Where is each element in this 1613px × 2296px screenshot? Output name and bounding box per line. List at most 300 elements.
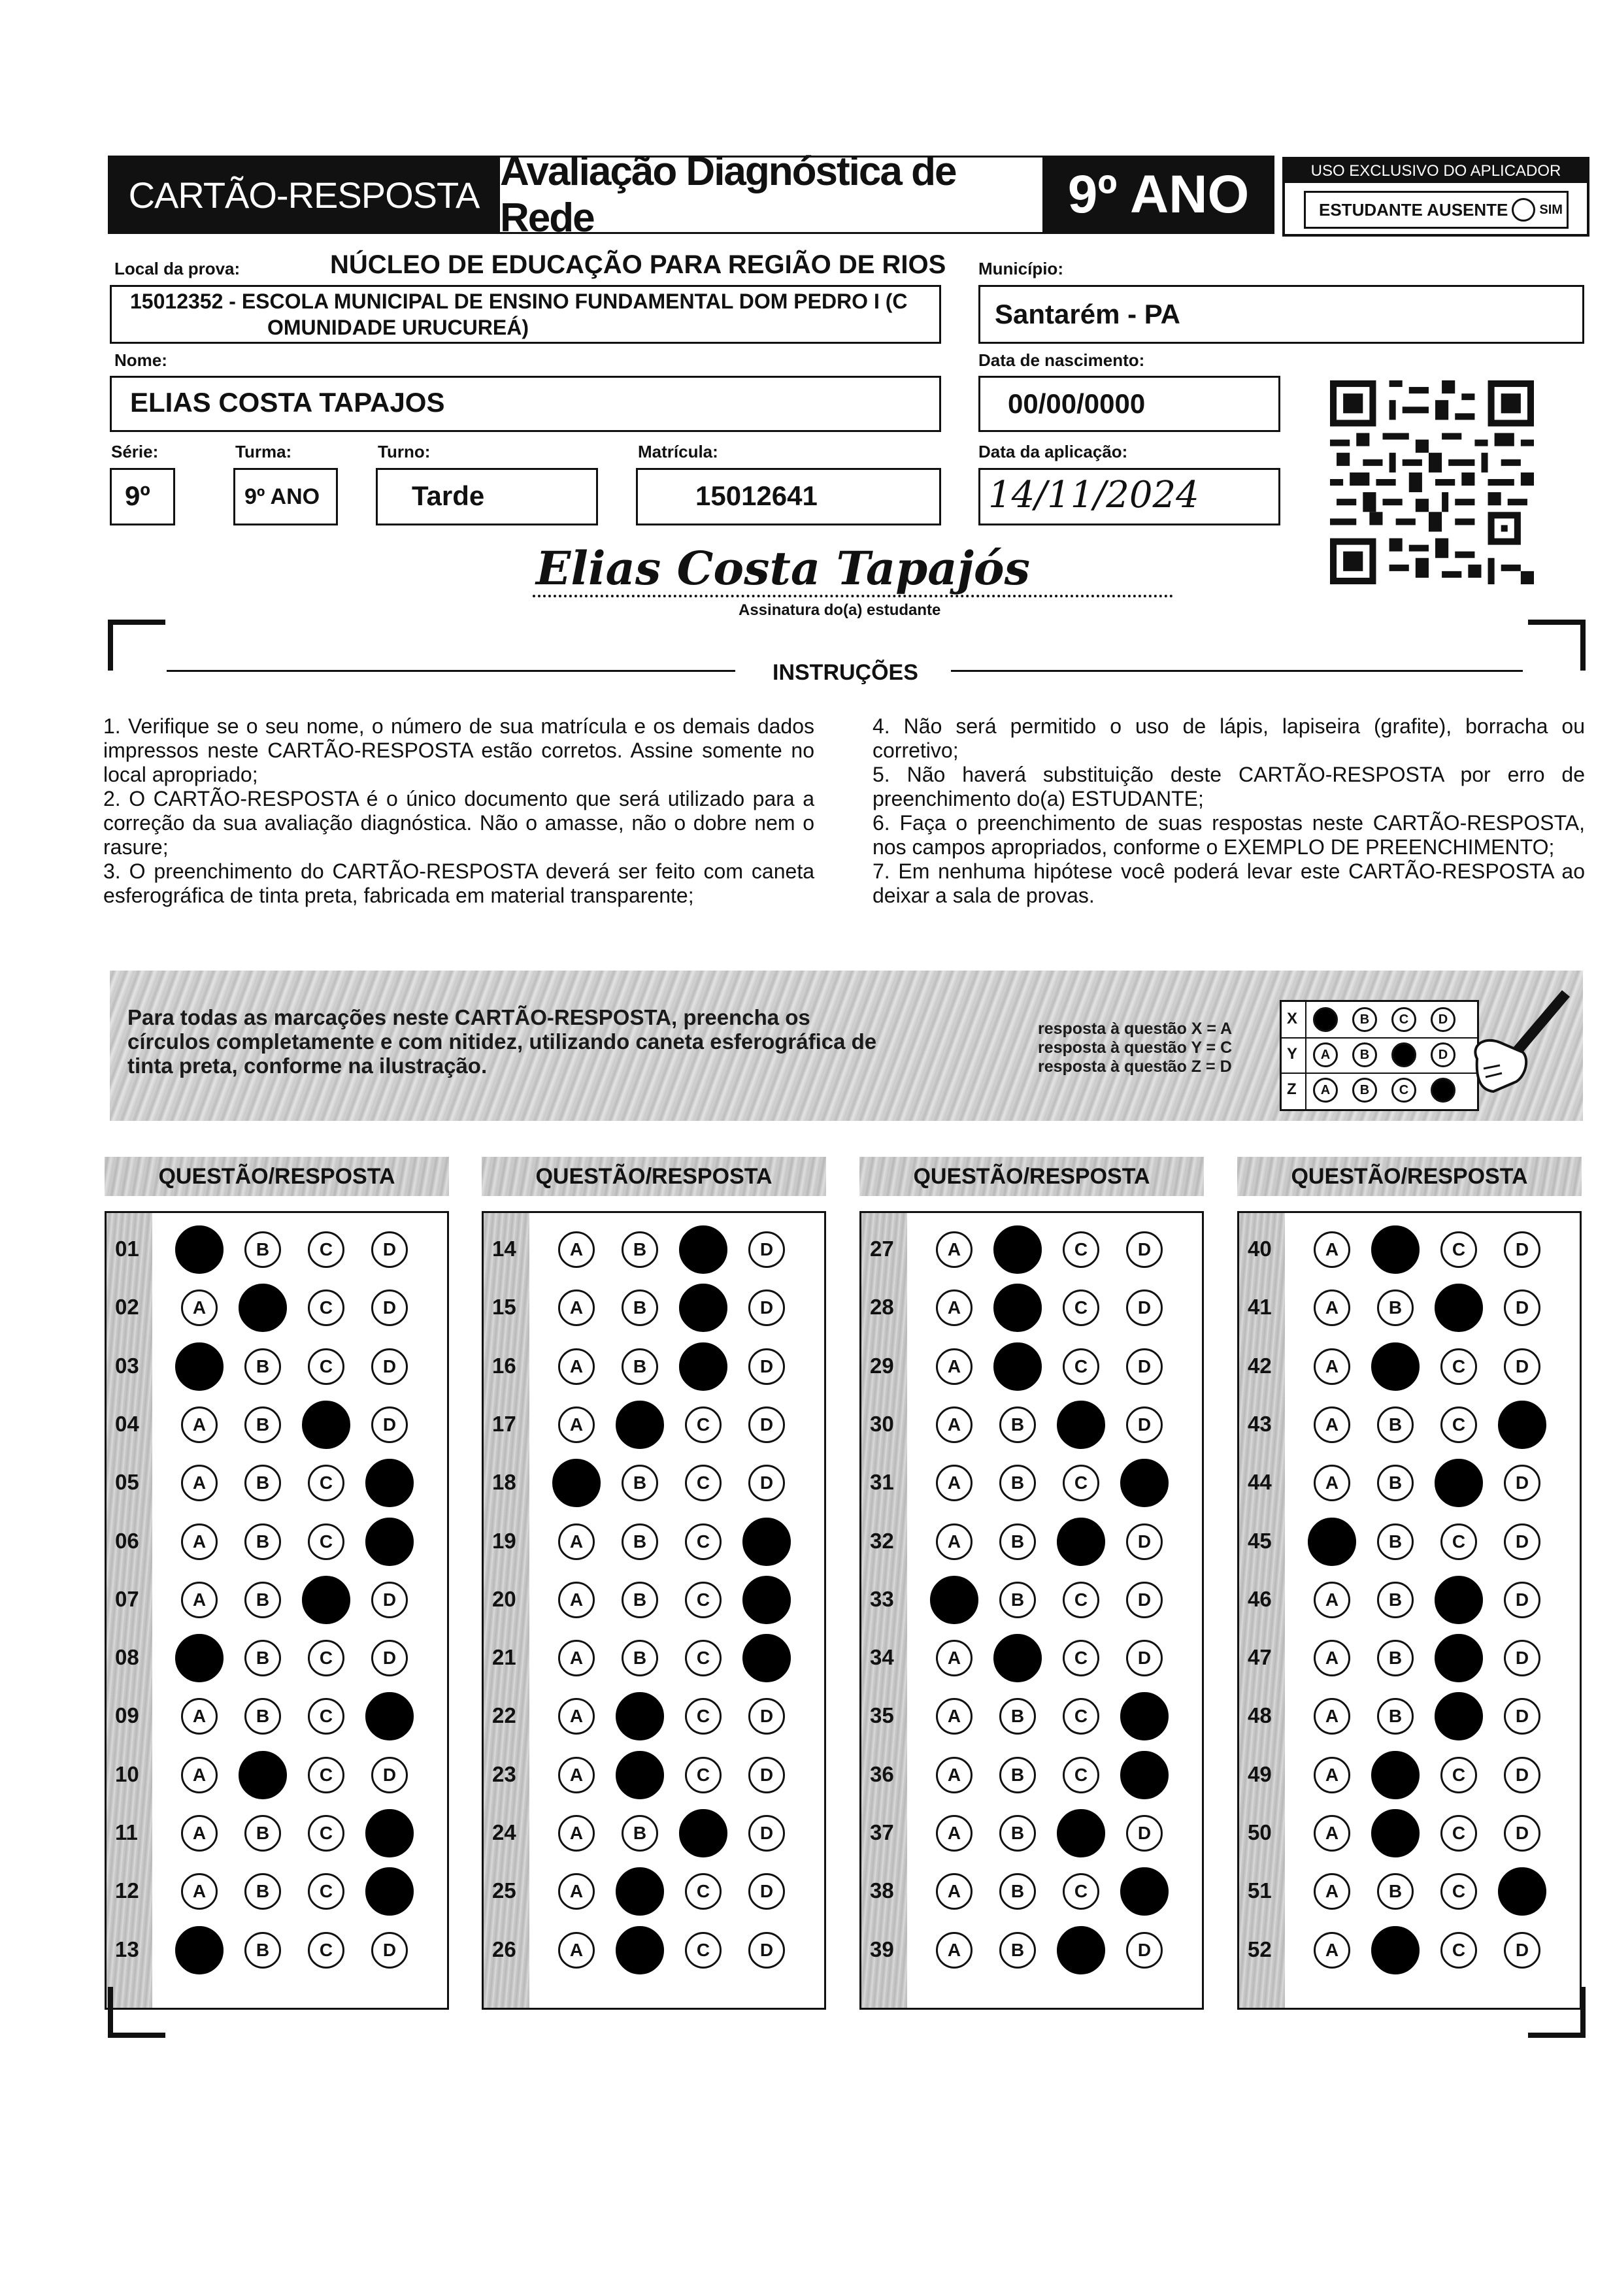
answer-bubble-q39-b[interactable]: B bbox=[999, 1932, 1036, 1969]
matricula-field bbox=[636, 468, 941, 525]
answer-bubble-q14-c[interactable] bbox=[679, 1225, 727, 1274]
question-number: 36 bbox=[870, 1761, 894, 1786]
answer-bubble-q30-b[interactable]: B bbox=[999, 1406, 1036, 1443]
signature-label: Assinatura do(a) estudante bbox=[739, 601, 941, 619]
municipio-value: Santarém - PA bbox=[995, 299, 1180, 329]
answer-bubble-q52-b[interactable] bbox=[1371, 1926, 1420, 1974]
question-number: 09 bbox=[115, 1703, 139, 1728]
instructions-left bbox=[103, 714, 814, 908]
answer-bubble-q43-d[interactable] bbox=[1498, 1401, 1546, 1449]
answer-bubble-q18-d[interactable]: D bbox=[748, 1465, 785, 1501]
answer-bubble-q14-a[interactable]: A bbox=[558, 1231, 595, 1268]
answer-bubble-q45-d[interactable]: D bbox=[1504, 1523, 1540, 1560]
answer-bubble-q01-d[interactable]: D bbox=[371, 1231, 408, 1268]
answer-bubble-q10-b[interactable] bbox=[239, 1751, 287, 1799]
answer-bubble-q03-d[interactable]: D bbox=[371, 1348, 408, 1385]
answer-bubble-q08-d[interactable]: D bbox=[371, 1640, 408, 1676]
answer-bubble-q13-d[interactable]: D bbox=[371, 1932, 408, 1969]
question-number: 11 bbox=[115, 1820, 138, 1844]
answer-bubble-q40-d[interactable]: D bbox=[1504, 1231, 1540, 1268]
answer-bubble-q26-c[interactable]: C bbox=[685, 1932, 722, 1969]
answer-bubble-q20-b[interactable]: B bbox=[622, 1582, 658, 1618]
corner-mark-tr-v bbox=[1580, 620, 1586, 671]
answer-bubble-q25-b[interactable] bbox=[616, 1867, 664, 1916]
answer-bubble-q05-a[interactable]: A bbox=[181, 1465, 218, 1501]
example-bubble-y-b: B bbox=[1352, 1042, 1377, 1067]
answer-bubble-q46-b[interactable]: B bbox=[1377, 1582, 1414, 1618]
answer-bubble-q01-c[interactable]: C bbox=[308, 1231, 344, 1268]
example-table bbox=[1280, 1000, 1479, 1111]
answer-bubble-q18-b[interactable]: B bbox=[622, 1465, 658, 1501]
answer-bubble-q48-b[interactable]: B bbox=[1377, 1698, 1414, 1735]
example-bubble-z-a: A bbox=[1313, 1078, 1338, 1103]
question-number: 26 bbox=[492, 1937, 516, 1961]
turma-field bbox=[233, 468, 338, 525]
answer-bubble-q04-a[interactable]: A bbox=[181, 1406, 218, 1443]
answer-bubble-q46-a[interactable]: A bbox=[1314, 1582, 1350, 1618]
legend-y: resposta à questão Y = C bbox=[1038, 1039, 1233, 1057]
question-number: 24 bbox=[492, 1820, 516, 1844]
municipio-field bbox=[978, 285, 1584, 344]
answer-bubble-q19-b[interactable]: B bbox=[622, 1523, 658, 1560]
answer-bubble-q36-a[interactable]: A bbox=[936, 1757, 973, 1793]
answer-bubble-q29-a[interactable]: A bbox=[936, 1348, 973, 1385]
answer-bubble-q04-d[interactable]: D bbox=[371, 1406, 408, 1443]
instruction-1: 1. Verifique se o seu nome, o número de sua matrícula e os demais dados impressos neste CARTÃO-RESPOSTA estão corretos. Assine somente no local apropriado; bbox=[103, 714, 814, 786]
question-number: 03 bbox=[115, 1353, 139, 1378]
answer-bubble-q05-b[interactable]: B bbox=[244, 1465, 281, 1501]
answer-bubble-q09-a[interactable]: A bbox=[181, 1698, 218, 1735]
answer-bubble-q07-a[interactable]: A bbox=[181, 1582, 218, 1618]
answer-bubble-q43-a[interactable]: A bbox=[1314, 1406, 1350, 1443]
answer-bubble-q33-b[interactable]: B bbox=[999, 1582, 1036, 1618]
answer-bubble-q17-d[interactable]: D bbox=[748, 1406, 785, 1443]
answer-bubble-q49-c[interactable]: C bbox=[1440, 1757, 1477, 1793]
question-number: 15 bbox=[492, 1295, 516, 1320]
answer-bubble-q21-d[interactable] bbox=[742, 1634, 791, 1682]
answer-bubble-q37-c[interactable] bbox=[1057, 1809, 1105, 1857]
question-number: 22 bbox=[492, 1703, 516, 1728]
answer-bubble-q19-a[interactable]: A bbox=[558, 1523, 595, 1560]
answer-bubble-q13-b[interactable]: B bbox=[244, 1932, 281, 1969]
answer-bubble-q23-c[interactable]: C bbox=[685, 1757, 722, 1793]
answer-bubble-q41-c[interactable] bbox=[1435, 1284, 1483, 1332]
example-bubble-x-b: B bbox=[1352, 1007, 1377, 1032]
answer-bubble-q49-b[interactable] bbox=[1371, 1751, 1420, 1799]
legend-z: resposta à questão Z = D bbox=[1038, 1057, 1232, 1076]
answer-bubble-q31-b[interactable]: B bbox=[999, 1465, 1036, 1501]
answer-bubble-q24-a[interactable]: A bbox=[558, 1815, 595, 1852]
answer-bubble-q19-d[interactable] bbox=[742, 1518, 791, 1566]
answer-bubble-q16-c[interactable] bbox=[679, 1342, 727, 1391]
answer-bubble-q02-c[interactable]: C bbox=[308, 1289, 344, 1326]
answer-bubble-q07-b[interactable]: B bbox=[244, 1582, 281, 1618]
answer-bubble-q28-b[interactable] bbox=[993, 1284, 1042, 1332]
answer-bubble-q34-c[interactable]: C bbox=[1063, 1640, 1099, 1676]
answer-bubble-q48-d[interactable]: D bbox=[1504, 1698, 1540, 1735]
answer-bubble-q42-c[interactable]: C bbox=[1440, 1348, 1477, 1385]
answer-column-header: QUESTÃO/RESPOSTA bbox=[482, 1157, 826, 1196]
answer-bubble-q40-c[interactable]: C bbox=[1440, 1231, 1477, 1268]
turma-label: Turma: bbox=[235, 442, 292, 461]
question-number: 08 bbox=[115, 1645, 139, 1670]
answer-bubble-q28-c[interactable]: C bbox=[1063, 1289, 1099, 1326]
answer-bubble-q42-b[interactable] bbox=[1371, 1342, 1420, 1391]
answer-bubble-q08-b[interactable]: B bbox=[244, 1640, 281, 1676]
question-number: 39 bbox=[870, 1937, 894, 1961]
answer-bubble-q42-d[interactable]: D bbox=[1504, 1348, 1540, 1385]
answer-column-header: QUESTÃO/RESPOSTA bbox=[859, 1157, 1204, 1196]
answer-bubble-q41-a[interactable]: A bbox=[1314, 1289, 1350, 1326]
answer-bubble-q22-b[interactable] bbox=[616, 1692, 664, 1740]
corner-mark-bl-v bbox=[108, 1987, 113, 2038]
answer-bubble-q09-c[interactable]: C bbox=[308, 1698, 344, 1735]
answer-bubble-q43-c[interactable]: C bbox=[1440, 1406, 1477, 1443]
question-number: 21 bbox=[492, 1645, 516, 1670]
answer-bubble-q11-a[interactable]: A bbox=[181, 1815, 218, 1852]
answer-bubble-q03-b[interactable]: B bbox=[244, 1348, 281, 1385]
answer-bubble-q50-d[interactable]: D bbox=[1504, 1815, 1540, 1852]
answer-bubble-q04-b[interactable]: B bbox=[244, 1406, 281, 1443]
answer-bubble-q37-d[interactable]: D bbox=[1126, 1815, 1163, 1852]
answer-bubble-q46-c[interactable] bbox=[1435, 1576, 1483, 1624]
answer-bubble-q06-a[interactable]: A bbox=[181, 1523, 218, 1560]
answer-bubble-q34-a[interactable]: A bbox=[936, 1640, 973, 1676]
answer-bubble-q31-c[interactable]: C bbox=[1063, 1465, 1099, 1501]
answer-bubble-q47-d[interactable]: D bbox=[1504, 1640, 1540, 1676]
answer-bubble-q04-c[interactable] bbox=[302, 1401, 350, 1449]
answer-bubble-q22-a[interactable]: A bbox=[558, 1698, 595, 1735]
answer-bubble-q19-c[interactable]: C bbox=[685, 1523, 722, 1560]
answer-bubble-q12-a[interactable]: A bbox=[181, 1873, 218, 1910]
matricula-label: Matrícula: bbox=[638, 442, 718, 461]
answer-bubble-q08-a[interactable] bbox=[175, 1634, 224, 1682]
aplicacao-label: Data da aplicação: bbox=[978, 442, 1128, 461]
question-number: 37 bbox=[870, 1820, 894, 1844]
matricula-value: 15012641 bbox=[695, 480, 818, 511]
nascimento-value: 00/00/0000 bbox=[1008, 388, 1146, 419]
answer-bubble-q47-a[interactable]: A bbox=[1314, 1640, 1350, 1676]
answer-bubble-q17-b[interactable] bbox=[616, 1401, 664, 1449]
answer-bubble-q17-c[interactable]: C bbox=[685, 1406, 722, 1443]
answer-bubble-q25-d[interactable]: D bbox=[748, 1873, 785, 1910]
answer-bubble-q12-b[interactable]: B bbox=[244, 1873, 281, 1910]
answer-bubble-q15-b[interactable]: B bbox=[622, 1289, 658, 1326]
answer-bubble-q44-d[interactable]: D bbox=[1504, 1465, 1540, 1501]
answer-bubble-q39-a[interactable]: A bbox=[936, 1932, 973, 1969]
answer-bubble-q28-a[interactable]: A bbox=[936, 1289, 973, 1326]
answer-bubble-q35-c[interactable]: C bbox=[1063, 1698, 1099, 1735]
answer-bubble-q37-b[interactable]: B bbox=[999, 1815, 1036, 1852]
example-bubble-y-a: A bbox=[1313, 1042, 1338, 1067]
question-number: 33 bbox=[870, 1586, 894, 1611]
answer-bubble-q39-d[interactable]: D bbox=[1126, 1932, 1163, 1969]
answer-bubble-q24-d[interactable]: D bbox=[748, 1815, 785, 1852]
answer-bubble-q31-a[interactable]: A bbox=[936, 1465, 973, 1501]
answer-bubble-q52-d[interactable]: D bbox=[1504, 1932, 1540, 1969]
student-absent-bubble[interactable] bbox=[1512, 198, 1535, 222]
corner-mark-bl-h bbox=[108, 2033, 165, 2038]
instruction-2: 2. O CARTÃO-RESPOSTA é o único documento que será utilizado para a correção da sua avaliação diagnóstica. Não o amasse, não o dobre nem o rasure; bbox=[103, 787, 814, 859]
question-number: 19 bbox=[492, 1528, 516, 1553]
question-number: 43 bbox=[1248, 1411, 1272, 1436]
instructions-rule-left bbox=[167, 670, 735, 672]
card-title: CARTÃO-RESPOSTA bbox=[108, 156, 500, 234]
answer-bubble-q14-d[interactable]: D bbox=[748, 1231, 785, 1268]
answer-bubble-q52-c[interactable]: C bbox=[1440, 1932, 1477, 1969]
answer-bubble-q52-a[interactable]: A bbox=[1314, 1932, 1350, 1969]
answer-bubble-q32-c[interactable] bbox=[1057, 1518, 1105, 1566]
turma-value: 9º ANO bbox=[244, 484, 320, 509]
answer-bubble-q51-b[interactable]: B bbox=[1377, 1873, 1414, 1910]
answer-bubble-q35-d[interactable] bbox=[1120, 1692, 1169, 1740]
answer-bubble-q32-d[interactable]: D bbox=[1126, 1523, 1163, 1560]
legend-x: resposta à questão X = A bbox=[1038, 1020, 1233, 1038]
answer-bubble-q15-c[interactable] bbox=[679, 1284, 727, 1332]
question-number: 44 bbox=[1248, 1470, 1272, 1495]
answer-bubble-q30-d[interactable]: D bbox=[1126, 1406, 1163, 1443]
student-absent-field[interactable] bbox=[1304, 191, 1569, 229]
question-number: 52 bbox=[1248, 1937, 1272, 1961]
answer-bubble-q23-a[interactable]: A bbox=[558, 1757, 595, 1793]
answer-bubble-q48-c[interactable] bbox=[1435, 1692, 1483, 1740]
answer-bubble-q20-a[interactable]: A bbox=[558, 1582, 595, 1618]
exam-title: Avaliação Diagnóstica de Rede bbox=[500, 149, 956, 241]
question-number: 05 bbox=[115, 1470, 139, 1495]
answer-bubble-q44-b[interactable]: B bbox=[1377, 1465, 1414, 1501]
answer-bubble-q16-d[interactable]: D bbox=[748, 1348, 785, 1385]
answer-bubble-q37-a[interactable]: A bbox=[936, 1815, 973, 1852]
answer-bubble-q40-b[interactable] bbox=[1371, 1225, 1420, 1274]
answer-bubble-q01-a[interactable] bbox=[175, 1225, 224, 1274]
serie-field bbox=[110, 468, 175, 525]
answer-bubble-q21-a[interactable]: A bbox=[558, 1640, 595, 1676]
answer-bubble-q21-b[interactable]: B bbox=[622, 1640, 658, 1676]
answer-bubble-q36-d[interactable] bbox=[1120, 1751, 1169, 1799]
answer-bubble-q02-a[interactable]: A bbox=[181, 1289, 218, 1326]
answer-bubble-q25-c[interactable]: C bbox=[685, 1873, 722, 1910]
answer-bubble-q07-c[interactable] bbox=[302, 1576, 350, 1624]
answer-bubble-q38-d[interactable] bbox=[1120, 1867, 1169, 1916]
example-col-divider bbox=[1305, 1002, 1306, 1110]
school-field bbox=[110, 285, 941, 344]
corner-mark-tr-h bbox=[1528, 620, 1586, 625]
answer-bubble-q10-d[interactable]: D bbox=[371, 1757, 408, 1793]
nascimento-label: Data de nascimento: bbox=[978, 350, 1145, 370]
corner-mark-br-h bbox=[1528, 2033, 1586, 2038]
answer-bubble-q12-d[interactable] bbox=[365, 1867, 414, 1916]
answer-bubble-q36-c[interactable]: C bbox=[1063, 1757, 1099, 1793]
answer-bubble-q06-c[interactable]: C bbox=[308, 1523, 344, 1560]
corner-mark-tl-v bbox=[108, 620, 113, 671]
example-bubble-x-d: D bbox=[1431, 1007, 1455, 1032]
question-number: 40 bbox=[1248, 1237, 1272, 1261]
answer-bubble-q41-b[interactable]: B bbox=[1377, 1289, 1414, 1326]
answer-bubble-q06-b[interactable]: B bbox=[244, 1523, 281, 1560]
answer-bubble-q11-d[interactable] bbox=[365, 1809, 414, 1857]
nascimento-field bbox=[978, 376, 1280, 432]
answer-bubble-q50-a[interactable]: A bbox=[1314, 1815, 1350, 1852]
instructions-rule-right bbox=[951, 670, 1523, 672]
answer-bubble-q28-d[interactable]: D bbox=[1126, 1289, 1163, 1326]
answer-bubble-q27-b[interactable] bbox=[993, 1225, 1042, 1274]
school-line-2: OMUNIDADE URUCUREÁ) bbox=[267, 316, 529, 339]
answer-bubble-q49-a[interactable]: A bbox=[1314, 1757, 1350, 1793]
example-row-divider bbox=[1282, 1037, 1478, 1039]
answer-bubble-q45-b[interactable]: B bbox=[1377, 1523, 1414, 1560]
answer-bubble-q09-b[interactable]: B bbox=[244, 1698, 281, 1735]
answer-bubble-q45-c[interactable]: C bbox=[1440, 1523, 1477, 1560]
question-number: 07 bbox=[115, 1586, 139, 1611]
answer-bubble-q35-a[interactable]: A bbox=[936, 1698, 973, 1735]
answer-bubble-q09-d[interactable] bbox=[365, 1692, 414, 1740]
turno-value: Tarde bbox=[412, 480, 485, 511]
answer-bubble-q02-b[interactable] bbox=[239, 1284, 287, 1332]
answer-bubble-q24-c[interactable] bbox=[679, 1809, 727, 1857]
answer-bubble-q03-c[interactable]: C bbox=[308, 1348, 344, 1385]
pen-hand-illustration bbox=[1464, 980, 1582, 1098]
question-number: 18 bbox=[492, 1470, 516, 1495]
student-absent-label: ESTUDANTE AUSENTE bbox=[1319, 199, 1508, 220]
answer-bubble-q30-a[interactable]: A bbox=[936, 1406, 973, 1443]
answer-bubble-q34-d[interactable]: D bbox=[1126, 1640, 1163, 1676]
answer-bubble-q26-a[interactable]: A bbox=[558, 1932, 595, 1969]
answer-bubble-q12-c[interactable]: C bbox=[308, 1873, 344, 1910]
answer-bubble-q08-c[interactable]: C bbox=[308, 1640, 344, 1676]
answer-column-header: QUESTÃO/RESPOSTA bbox=[105, 1157, 449, 1196]
answer-bubble-q49-d[interactable]: D bbox=[1504, 1757, 1540, 1793]
answer-bubble-q44-a[interactable]: A bbox=[1314, 1465, 1350, 1501]
answer-bubble-q29-b[interactable] bbox=[993, 1342, 1042, 1391]
question-number: 51 bbox=[1248, 1878, 1272, 1903]
answer-bubble-q20-c[interactable]: C bbox=[685, 1582, 722, 1618]
answer-bubble-q20-d[interactable] bbox=[742, 1576, 791, 1624]
answer-bubble-q31-d[interactable] bbox=[1120, 1459, 1169, 1507]
question-number: 35 bbox=[870, 1703, 894, 1728]
answer-bubble-q27-c[interactable]: C bbox=[1063, 1231, 1099, 1268]
question-number: 42 bbox=[1248, 1353, 1272, 1378]
answer-bubble-q21-c[interactable]: C bbox=[685, 1640, 722, 1676]
answer-bubble-q27-a[interactable]: A bbox=[936, 1231, 973, 1268]
aplicacao-field bbox=[978, 468, 1280, 525]
question-number: 49 bbox=[1248, 1761, 1272, 1786]
answer-bubble-q23-b[interactable] bbox=[616, 1751, 664, 1799]
signature-line bbox=[533, 595, 1173, 597]
answer-bubble-q18-a[interactable] bbox=[552, 1459, 601, 1507]
answer-bubble-q38-c[interactable]: C bbox=[1063, 1873, 1099, 1910]
answer-bubble-q34-b[interactable] bbox=[993, 1634, 1042, 1682]
answer-bubble-q05-d[interactable] bbox=[365, 1459, 414, 1507]
answer-bubble-q18-c[interactable]: C bbox=[685, 1465, 722, 1501]
answer-bubble-q26-d[interactable]: D bbox=[748, 1932, 785, 1969]
answer-bubble-q22-d[interactable]: D bbox=[748, 1698, 785, 1735]
answer-bubble-q30-c[interactable] bbox=[1057, 1401, 1105, 1449]
answer-bubble-q38-a[interactable]: A bbox=[936, 1873, 973, 1910]
answer-bubble-q11-c[interactable]: C bbox=[308, 1815, 344, 1852]
answer-bubble-q36-b[interactable]: B bbox=[999, 1757, 1036, 1793]
answer-bubble-q03-a[interactable] bbox=[175, 1342, 224, 1391]
answer-bubble-q51-a[interactable]: A bbox=[1314, 1873, 1350, 1910]
answer-bubble-q46-d[interactable]: D bbox=[1504, 1582, 1540, 1618]
answer-bubble-q01-b[interactable]: B bbox=[244, 1231, 281, 1268]
answer-column-header: QUESTÃO/RESPOSTA bbox=[1237, 1157, 1582, 1196]
answer-bubble-q10-c[interactable]: C bbox=[308, 1757, 344, 1793]
answer-bubble-q42-a[interactable]: A bbox=[1314, 1348, 1350, 1385]
answer-bubble-q33-c[interactable]: C bbox=[1063, 1582, 1099, 1618]
answer-bubble-q02-d[interactable]: D bbox=[371, 1289, 408, 1326]
answer-bubble-q51-c[interactable]: C bbox=[1440, 1873, 1477, 1910]
answer-bubble-q13-c[interactable]: C bbox=[308, 1932, 344, 1969]
instruction-7: 7. Em nenhuma hipótese você poderá levar este CARTÃO-RESPOSTA ao deixar a sala de provas. bbox=[873, 859, 1585, 907]
school-line-1: 15012352 - ESCOLA MUNICIPAL DE ENSINO FUNDAMENTAL DOM PEDRO I (C bbox=[130, 290, 908, 313]
answer-bubble-q13-a[interactable] bbox=[175, 1926, 224, 1974]
example-row-divider bbox=[1282, 1073, 1478, 1074]
answer-bubble-q47-c[interactable] bbox=[1435, 1634, 1483, 1682]
answer-bubble-q51-d[interactable] bbox=[1498, 1867, 1546, 1916]
example-bubble-z-c: C bbox=[1391, 1078, 1416, 1103]
answer-bubble-q35-b[interactable]: B bbox=[999, 1698, 1036, 1735]
answer-bubble-q45-a[interactable] bbox=[1308, 1518, 1356, 1566]
answer-bubble-q39-c[interactable] bbox=[1057, 1926, 1105, 1974]
question-number: 23 bbox=[492, 1761, 516, 1786]
answer-bubble-q14-b[interactable]: B bbox=[622, 1231, 658, 1268]
answer-bubble-q22-c[interactable]: C bbox=[685, 1698, 722, 1735]
answer-bubble-q11-b[interactable]: B bbox=[244, 1815, 281, 1852]
answer-bubble-q40-a[interactable]: A bbox=[1314, 1231, 1350, 1268]
question-number: 47 bbox=[1248, 1645, 1272, 1670]
answer-bubble-q29-c[interactable]: C bbox=[1063, 1348, 1099, 1385]
instruction-4: 4. Não será permitido o uso de lápis, lapiseira (grafite), borracha ou corretivo; bbox=[873, 714, 1585, 762]
answer-bubble-q10-a[interactable]: A bbox=[181, 1757, 218, 1793]
answer-bubble-q16-a[interactable]: A bbox=[558, 1348, 595, 1385]
question-number: 38 bbox=[870, 1878, 894, 1903]
question-number: 29 bbox=[870, 1353, 894, 1378]
answer-bubble-q32-b[interactable]: B bbox=[999, 1523, 1036, 1560]
answer-bubble-q15-d[interactable]: D bbox=[748, 1289, 785, 1326]
question-number: 31 bbox=[870, 1470, 894, 1495]
question-number: 48 bbox=[1248, 1703, 1272, 1728]
answer-bubble-q05-c[interactable]: C bbox=[308, 1465, 344, 1501]
answer-bubble-q23-d[interactable]: D bbox=[748, 1757, 785, 1793]
answer-bubble-q50-c[interactable]: C bbox=[1440, 1815, 1477, 1852]
answer-bubble-q17-a[interactable]: A bbox=[558, 1406, 595, 1443]
answer-bubble-q48-a[interactable]: A bbox=[1314, 1698, 1350, 1735]
answer-bubble-q44-c[interactable] bbox=[1435, 1459, 1483, 1507]
answer-bubble-q47-b[interactable]: B bbox=[1377, 1640, 1414, 1676]
answer-bubble-q33-a[interactable] bbox=[930, 1576, 978, 1624]
answer-bubble-q29-d[interactable]: D bbox=[1126, 1348, 1163, 1385]
answer-bubble-q43-b[interactable]: B bbox=[1377, 1406, 1414, 1443]
instruction-5: 5. Não haverá substituição deste CARTÃO-RESPOSTA por erro de preenchimento do(a) ESTUDANTE; bbox=[873, 763, 1585, 810]
answer-bubble-q24-b[interactable]: B bbox=[622, 1815, 658, 1852]
answer-bubble-q32-a[interactable]: A bbox=[936, 1523, 973, 1560]
answer-bubble-q33-d[interactable]: D bbox=[1126, 1582, 1163, 1618]
answer-bubble-q07-d[interactable]: D bbox=[371, 1582, 408, 1618]
question-number: 02 bbox=[115, 1295, 139, 1320]
aplicacao-value: 14/11/2024 bbox=[988, 474, 1199, 516]
answer-bubble-q26-b[interactable] bbox=[616, 1926, 664, 1974]
answer-bubble-q38-b[interactable]: B bbox=[999, 1873, 1036, 1910]
serie-value: 9º bbox=[125, 480, 150, 511]
answer-bubble-q15-a[interactable]: A bbox=[558, 1289, 595, 1326]
answer-bubble-q25-a[interactable]: A bbox=[558, 1873, 595, 1910]
answer-bubble-q16-b[interactable]: B bbox=[622, 1348, 658, 1385]
answer-bubble-q50-b[interactable] bbox=[1371, 1809, 1420, 1857]
question-number: 16 bbox=[492, 1353, 516, 1378]
answer-bubble-q06-d[interactable] bbox=[365, 1518, 414, 1566]
answer-bubble-q27-d[interactable]: D bbox=[1126, 1231, 1163, 1268]
answer-bubble-q41-d[interactable]: D bbox=[1504, 1289, 1540, 1326]
